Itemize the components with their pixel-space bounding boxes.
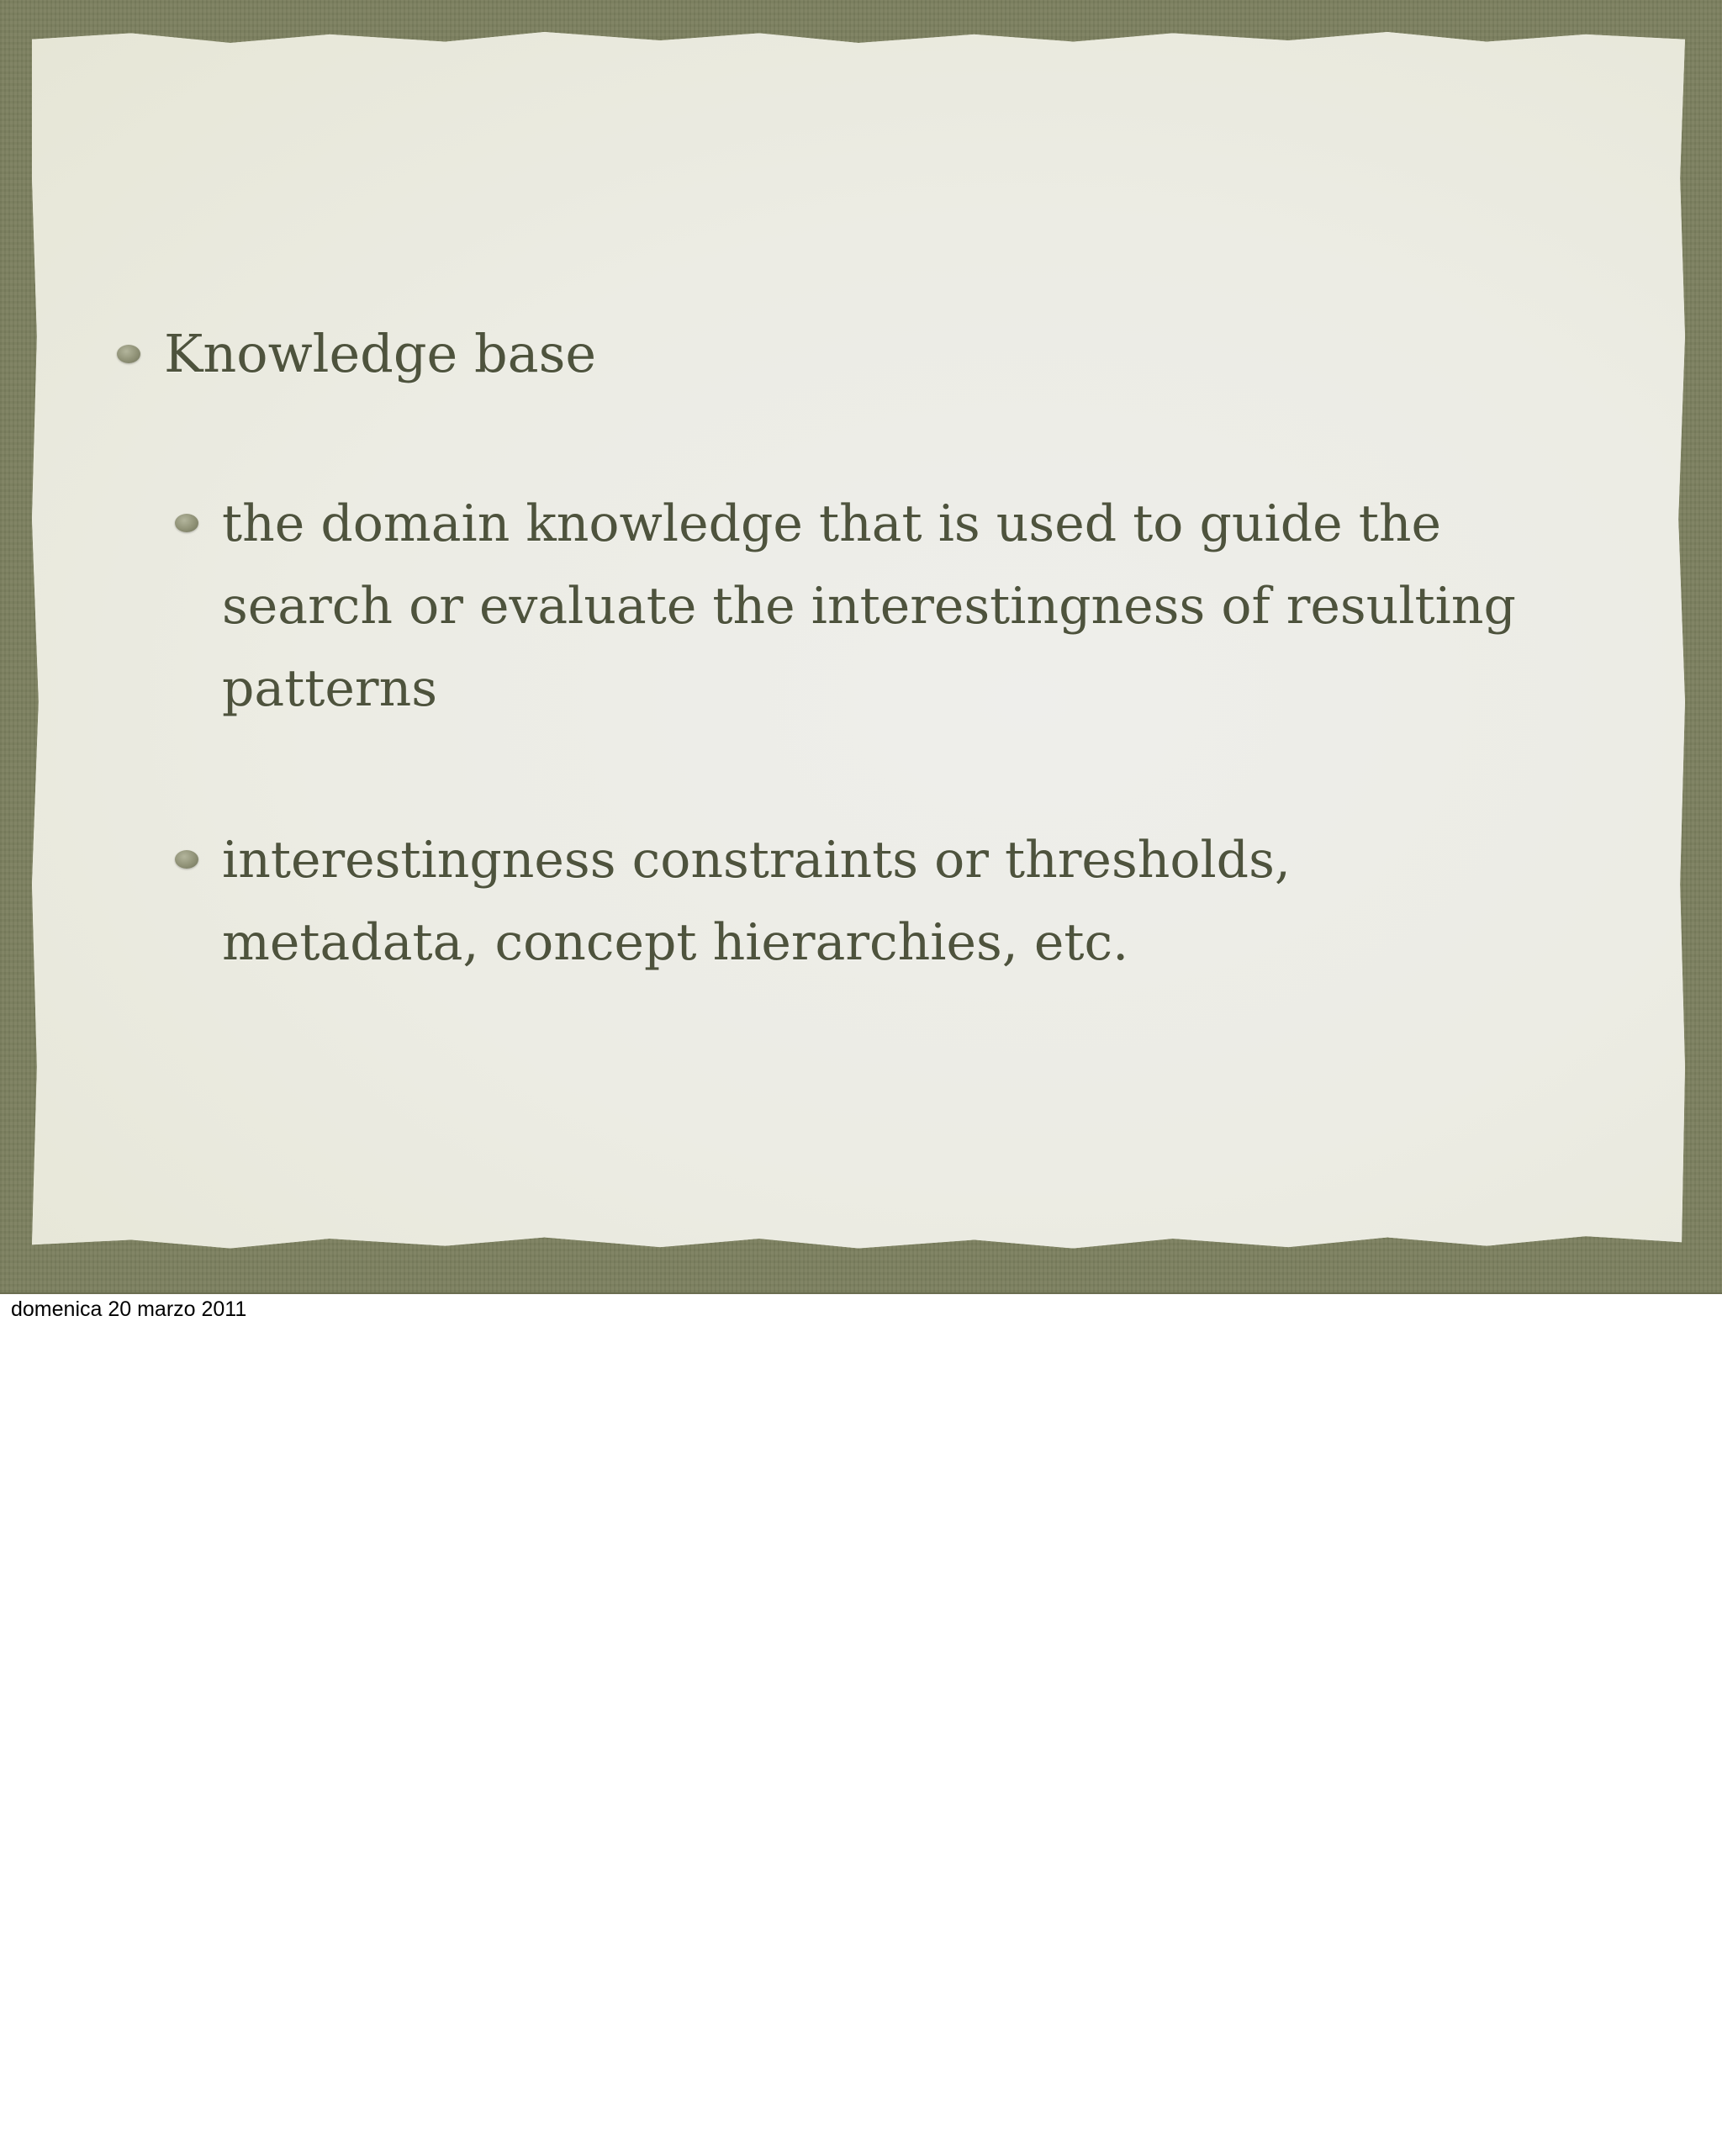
bullet-item-1-line-2: search or evaluate the interestingness of resulting bbox=[222, 577, 1516, 636]
bullet-item-1-line-3: patterns bbox=[222, 659, 438, 718]
bullet-icon bbox=[117, 345, 140, 363]
footer-date: domenica 20 marzo 2011 bbox=[11, 1297, 247, 1321]
bullet-heading: Knowledge base bbox=[164, 323, 597, 384]
bullet-item-1-line-1: the domain knowledge that is used to guide the bbox=[222, 494, 1441, 553]
bullet-item-2-line-1: interestingness constraints or thresholds, bbox=[222, 831, 1291, 890]
bullet-item-1 bbox=[222, 483, 1668, 730]
bullet-item-2-line-2: metadata, concept hierarchies, etc. bbox=[222, 913, 1129, 972]
bullet-icon bbox=[175, 514, 198, 532]
bullet-item-2 bbox=[222, 819, 1668, 984]
bullet-icon bbox=[175, 850, 198, 869]
